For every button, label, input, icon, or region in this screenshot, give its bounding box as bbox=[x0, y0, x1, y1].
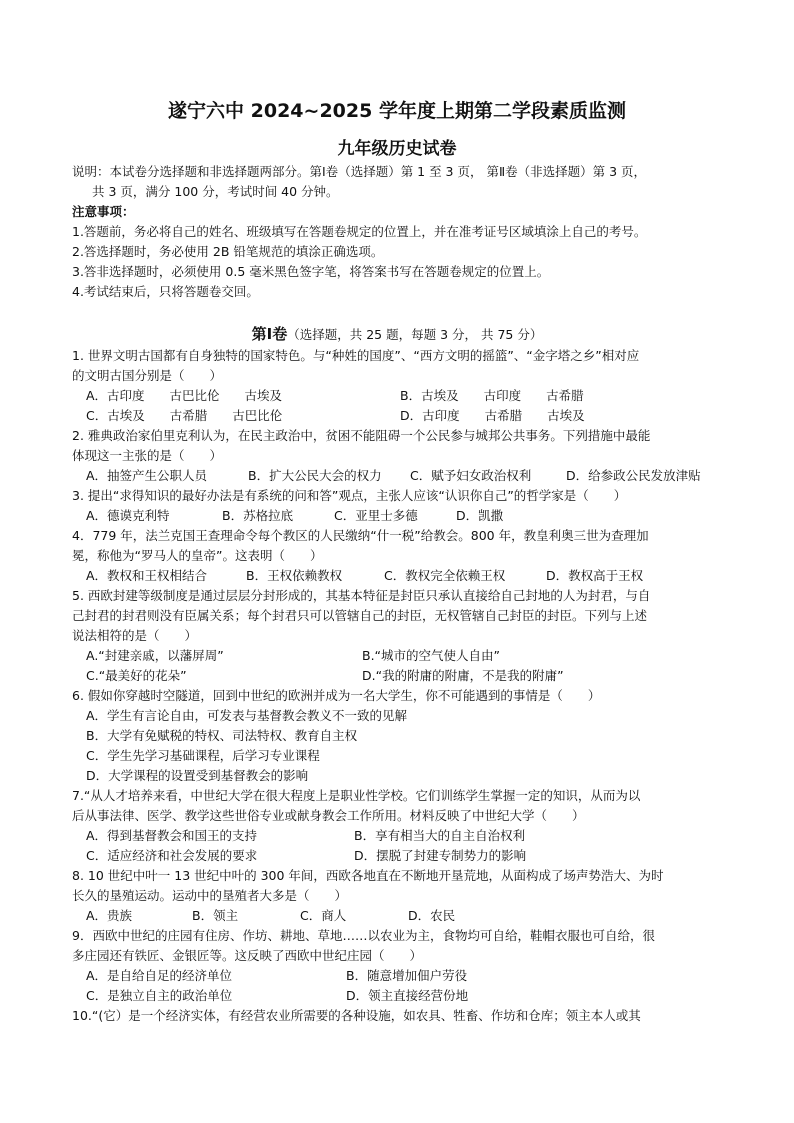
question-6-option-a: A．学生有言论自由，可发表与基督教会教义不一致的见解 bbox=[86, 708, 408, 723]
section-desc: （选择题，共 25 题，每题 3 分， 共 75 分） bbox=[287, 327, 543, 342]
question-8-option-d: D．农民 bbox=[408, 908, 456, 923]
question-6-option-b: B．大学有免赋税的特权、司法特权、教育自主权 bbox=[86, 728, 358, 743]
question-7-option-d: D．摆脱了封建专制势力的影响 bbox=[354, 848, 527, 863]
section-heading bbox=[0, 323, 794, 344]
question-9-option-d: D．领主直接经营份地 bbox=[346, 988, 469, 1003]
question-8-stem: 8. 10 世纪中叶一 13 世纪中叶的 300 年间，西欧各地直在不断地开垦荒地，从面构成了场声势浩大、为时 bbox=[72, 868, 664, 883]
note-4: 4.考试结束后，只将答题卷交回。 bbox=[72, 284, 259, 299]
question-7-stem-2: 后从事法律、医学、教学这些世俗专业或献身教会工作所用。材料反映了中世纪大学（ ） bbox=[72, 808, 585, 823]
question-9-stem: 9．西欧中世纪的庄园有住房、作坊、耕地、草地……以农业为主，食物均可自给，鞋帽衣服也可自给，很 bbox=[72, 928, 655, 943]
question-4-option-d: D．教权高于王权 bbox=[546, 568, 644, 583]
question-3-option-d: D．凯撒 bbox=[456, 508, 504, 523]
question-9-stem-2: 多庄园还有铁匠、金银匠等。这反映了西欧中世纪庄园（ ） bbox=[72, 948, 423, 963]
question-4-option-b: B．王权依赖教权 bbox=[246, 568, 343, 583]
question-5-stem-2: 己封君的封君则没有臣属关系；每个封君只可以管辖自己的封臣，无权管辖自己封臣的封臣。下列与上述 bbox=[72, 608, 648, 623]
question-2-stem-2: 体现这一主张的是（ ） bbox=[72, 448, 223, 463]
question-2-stem: 2. 雅典政治家伯里克利认为，在民主政治中，贫困不能阻碍一个公民参与城邦公共事务。下列措施中最能 bbox=[72, 428, 651, 443]
question-4-stem-2: 冕，称他为“罗马人的皇帝”。这表明（ ） bbox=[72, 548, 323, 563]
question-7-option-a: A．得到基督教会和国王的支持 bbox=[86, 828, 258, 843]
exam-title: 遂宁六中 2024~2025 学年度上期第二学段素质监测 bbox=[168, 100, 626, 122]
question-2-option-c: C．赋予妇女政治权利 bbox=[410, 468, 532, 483]
question-2-option-a: A．抽签产生公职人员 bbox=[86, 468, 208, 483]
question-5-option-a: A.“封建亲戚，以藩屏周” bbox=[86, 648, 224, 663]
question-5-option-c: C.“最美好的花朵” bbox=[86, 668, 187, 683]
question-1-stem: 1. 世界文明古国都有自身独特的国家特色。与“种姓的国度”、“西方文明的摇篮”、“金字塔之乡”相对应 bbox=[72, 348, 640, 363]
question-7-option-b: B．享有相当大的自主自治权利 bbox=[354, 828, 526, 843]
question-3-option-b: B．苏格拉底 bbox=[222, 508, 294, 523]
question-7-stem: 7.“从人才培养来看，中世纪大学在很大程度上是职业性学校。它们训练学生掌握一定的知识，从而为以 bbox=[72, 788, 641, 803]
note-2: 2.答选择题时，务必使用 2B 铅笔规范的填涂正确选项。 bbox=[72, 244, 384, 259]
question-9-option-a: A．是自给自足的经济单位 bbox=[86, 968, 233, 983]
question-4-stem: 4．779 年，法兰克国王查理命令每个教区的人民缴纳“什一税”给教会。800 年，教皇利奥三世为查理加 bbox=[72, 528, 649, 543]
instructions-line-1: 说明：本试卷分选择题和非选择题两部分。第Ⅰ卷（选择题）第 1 至 3 页， 第Ⅱ卷（非选择题）第 3 页， bbox=[72, 164, 647, 179]
question-8-option-c: C．商人 bbox=[300, 908, 347, 923]
question-1-option-a: A．古印度 古巴比伦 古埃及 bbox=[86, 388, 283, 403]
question-10-stem: 10.“(它）是一个经济实体，有经营农业所需要的各种设施，如农具、牲畜、作坊和仓库；领主本人或其 bbox=[72, 1008, 641, 1023]
note-3: 3.答非选择题时，必须使用 0.5 毫米黑色签字笔，将答案书写在答题卷规定的位置上。 bbox=[72, 264, 550, 279]
question-1-stem-2: 的文明古国分别是（ ） bbox=[72, 368, 223, 383]
question-6-option-d: D．大学课程的设置受到基督教会的影响 bbox=[86, 768, 309, 783]
question-9-option-c: C．是独立自主的政治单位 bbox=[86, 988, 233, 1003]
question-5-stem: 5. 西欧封建等级制度是通过层层分封形成的，其基本特征是封臣只承认直接给自己封地的人为封君，与自 bbox=[72, 588, 651, 603]
question-3-stem: 3. 提出“求得知识的最好办法是有系统的问和答”观点，主张人应该“认识你自己”的哲学家是（ ） bbox=[72, 488, 627, 503]
question-1-option-b: B．古埃及 古印度 古希腊 bbox=[400, 388, 584, 403]
question-9-option-b: B．随意增加佃户劳役 bbox=[346, 968, 468, 983]
question-2-option-d: D．给参政公民发放津贴 bbox=[566, 468, 701, 483]
question-8-option-b: B．领主 bbox=[192, 908, 239, 923]
question-1-option-c: C．古埃及 古希腊 古巴比伦 bbox=[86, 408, 283, 423]
question-5-option-d: D.“我的附庸的附庸，不是我的附庸” bbox=[362, 668, 564, 683]
question-4-option-c: C．教权完全依赖王权 bbox=[384, 568, 506, 583]
question-3-option-a: A．德谟克利特 bbox=[86, 508, 170, 523]
note-1: 1.答题前，务必将自己的姓名、班级填写在答题卷规定的位置上，并在准考证号区域填涂上自己的考号。 bbox=[72, 224, 647, 239]
question-6-stem: 6. 假如你穿越时空隧道，回到中世纪的欧洲并成为一名大学生，你不可能遇到的事情是（ ） bbox=[72, 688, 601, 703]
notes-title: 注意事项： bbox=[72, 204, 135, 219]
question-8-option-a: A．贵族 bbox=[86, 908, 133, 923]
question-4-option-a: A．教权和王权相结合 bbox=[86, 568, 208, 583]
question-6-option-c: C．学生先学习基础课程，后学习专业课程 bbox=[86, 748, 320, 763]
question-8-stem-2: 长久的垦殖运动。运动中的垦殖者大多是（ ） bbox=[72, 888, 348, 903]
question-1-option-d: D．古印度 古希腊 古埃及 bbox=[400, 408, 585, 423]
question-3-option-c: C．亚里士多德 bbox=[334, 508, 418, 523]
question-5-stem-3: 说法相符的是（ ） bbox=[72, 628, 198, 643]
question-5-option-b: B.“城市的空气使人自由” bbox=[362, 648, 501, 663]
question-2-option-b: B．扩大公民大会的权力 bbox=[248, 468, 382, 483]
question-7-option-c: C．适应经济和社会发展的要求 bbox=[86, 848, 258, 863]
instructions-line-2: 共 3 页，满分 100 分，考试时间 40 分钟。 bbox=[92, 184, 339, 199]
exam-subtitle: 九年级历史试卷 bbox=[337, 139, 457, 159]
section-title: 第Ⅰ卷 bbox=[251, 325, 288, 343]
